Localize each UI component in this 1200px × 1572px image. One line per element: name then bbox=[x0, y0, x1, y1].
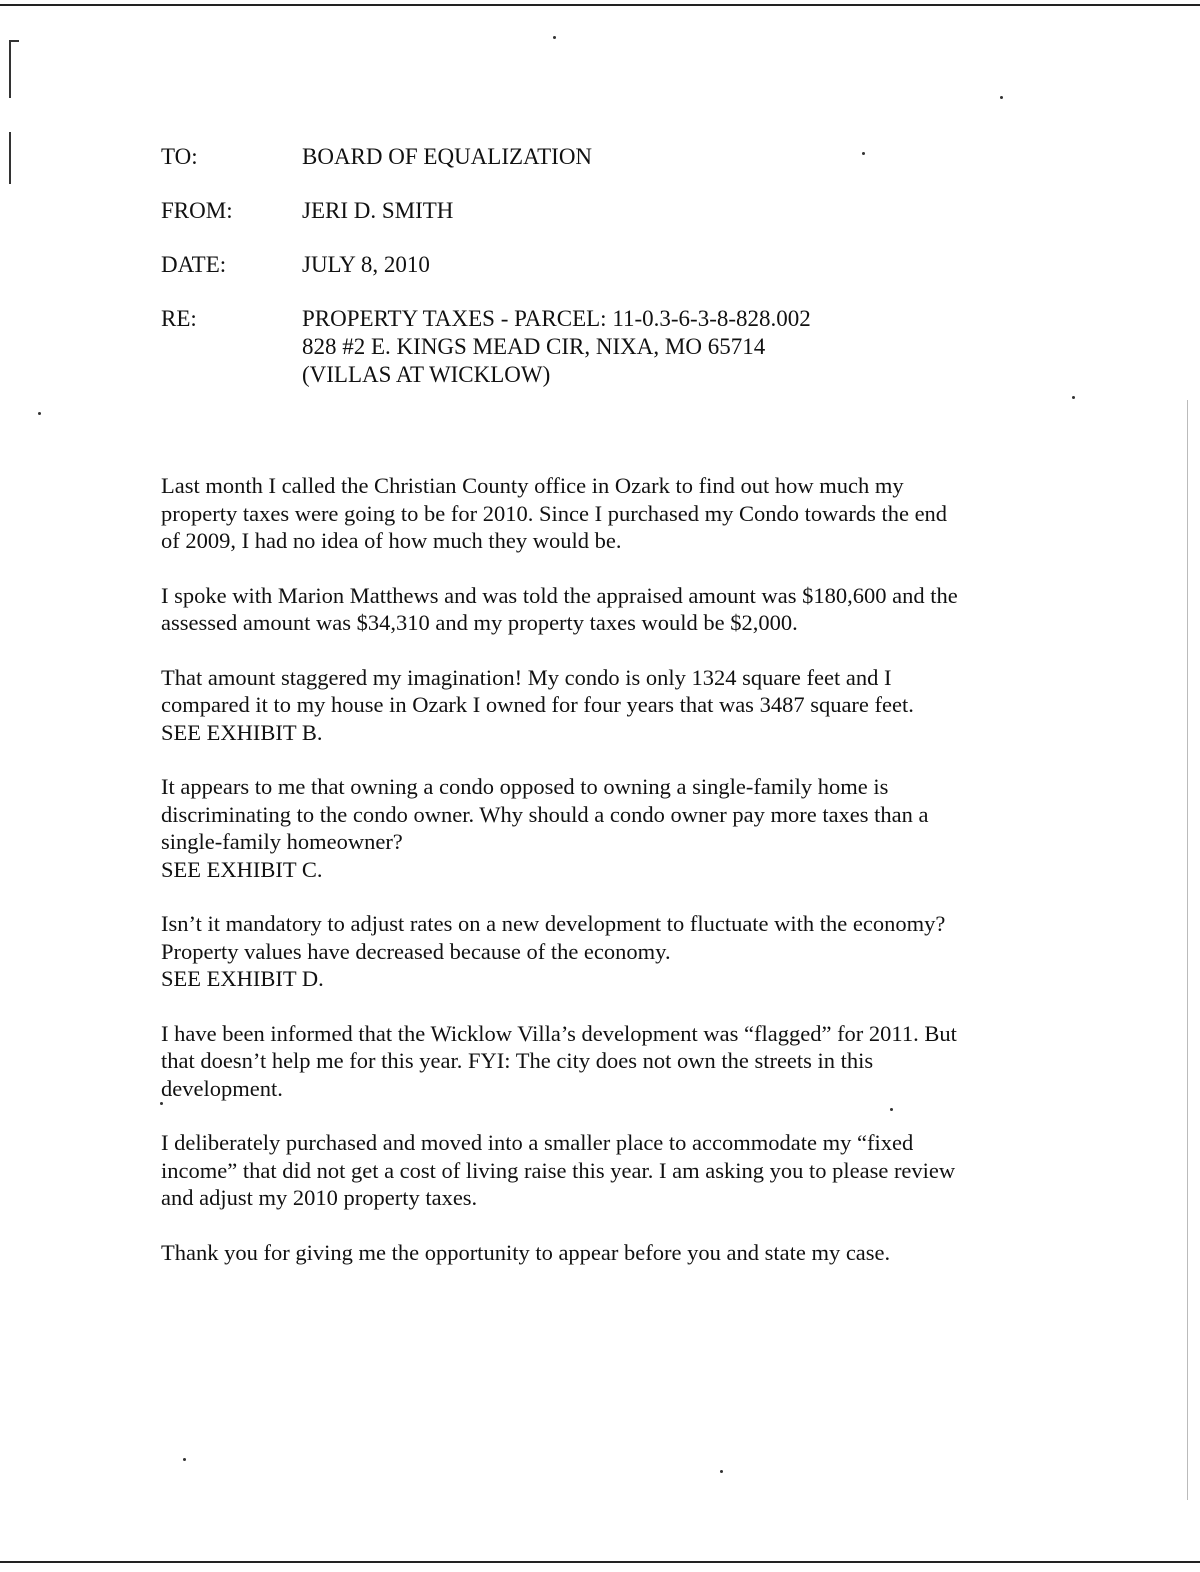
scan-speck bbox=[38, 412, 41, 415]
scan-mark bbox=[9, 132, 11, 184]
paragraph-phone-inquiry bbox=[161, 472, 1011, 555]
scan-border-top bbox=[0, 4, 1200, 6]
paragraph-line: discriminating to the condo owner. Why should a condo owner pay more taxes than a bbox=[161, 801, 929, 827]
scan-speck bbox=[183, 1458, 186, 1461]
exhibit-reference: SEE EXHIBIT C. bbox=[161, 856, 323, 882]
scan-border-bottom bbox=[0, 1561, 1200, 1563]
date-value: JULY 8, 2010 bbox=[302, 252, 430, 277]
to-value: BOARD OF EQUALIZATION bbox=[302, 144, 593, 169]
paragraph-line: Property values have decreased because of the economy. bbox=[161, 938, 671, 964]
exhibit-reference: SEE EXHIBIT D. bbox=[161, 966, 324, 991]
paragraph-closing bbox=[161, 1239, 1011, 1267]
to-row bbox=[161, 143, 1061, 171]
paragraph-appraisal bbox=[161, 582, 1011, 637]
scan-mark bbox=[1187, 400, 1188, 1500]
paragraph-line: single-family homeowner? bbox=[161, 829, 403, 854]
re-value bbox=[302, 305, 1061, 389]
paragraph-discrimination bbox=[161, 773, 1011, 883]
paragraph-line: I spoke with Marion Matthews and was told the appraised amount was $180,600 and the bbox=[161, 582, 958, 608]
paragraph-line: That amount staggered my imagination! My condo is only 1324 square feet and I bbox=[161, 664, 892, 690]
paragraph-request bbox=[161, 1129, 1011, 1212]
paragraph-line: of 2009, I had no idea of how much they would be. bbox=[161, 528, 622, 553]
re-line-development: (VILLAS AT WICKLOW) bbox=[302, 362, 551, 387]
re-line-address: 828 #2 E. KINGS MEAD CIR, NIXA, MO 65714 bbox=[302, 334, 766, 359]
paragraph-line: income” that did not get a cost of living raise this year. I am asking you to please review bbox=[161, 1157, 956, 1183]
memo-body bbox=[161, 472, 1011, 1293]
date-label: DATE: bbox=[161, 252, 227, 277]
from-row bbox=[161, 197, 1061, 225]
scan-speck bbox=[1072, 396, 1075, 399]
paragraph-line: It appears to me that owning a condo opposed to owning a single-family home is bbox=[161, 774, 889, 799]
from-value: JERI D. SMITH bbox=[302, 198, 454, 223]
scan-speck bbox=[720, 1470, 723, 1473]
memo-header bbox=[161, 143, 1061, 389]
from-label: FROM: bbox=[161, 198, 233, 223]
scan-mark bbox=[9, 40, 11, 98]
paragraph-line: property taxes were going to be for 2010. Since I purchased my Condo towards the end bbox=[161, 500, 948, 526]
date-row bbox=[161, 251, 1061, 279]
paragraph-square-feet bbox=[161, 664, 1011, 747]
paragraph-line: compared it to my house in Ozark I owned for four years that was 3487 square feet. bbox=[161, 692, 914, 717]
paragraph-line: development. bbox=[161, 1075, 283, 1101]
re-line-subject: PROPERTY TAXES - PARCEL: 11-0.3-6-3-8-828.002 bbox=[302, 306, 811, 331]
paragraph-line: and adjust my 2010 property taxes. bbox=[161, 1185, 478, 1210]
paragraph-line: assessed amount was $34,310 and my property taxes would be $2,000. bbox=[161, 610, 798, 635]
exhibit-reference: SEE EXHIBIT B. bbox=[161, 719, 323, 745]
paragraph-line: that doesn’t help me for this year. FYI: The city does not own the streets in this bbox=[161, 1048, 874, 1073]
paragraph-flagged bbox=[161, 1020, 1011, 1103]
re-label: RE: bbox=[161, 306, 197, 331]
paragraph-line: I have been informed that the Wicklow Villa’s development was “flagged” for 2011. But bbox=[161, 1020, 957, 1046]
scan-speck bbox=[1000, 96, 1003, 99]
paragraph-line: Thank you for giving me the opportunity to appear before you and state my case. bbox=[161, 1239, 891, 1265]
to-label: TO: bbox=[161, 144, 198, 169]
scan-speck bbox=[553, 36, 556, 39]
re-row bbox=[161, 305, 1061, 389]
paragraph-economy bbox=[161, 910, 1011, 993]
paragraph-line: Isn’t it mandatory to adjust rates on a new development to fluctuate with the economy? bbox=[161, 911, 946, 936]
scan-mark bbox=[9, 40, 19, 42]
paragraph-line: I deliberately purchased and moved into a smaller place to accommodate my “fixed bbox=[161, 1130, 914, 1155]
paragraph-line: Last month I called the Christian County office in Ozark to find out how much my bbox=[161, 473, 904, 498]
